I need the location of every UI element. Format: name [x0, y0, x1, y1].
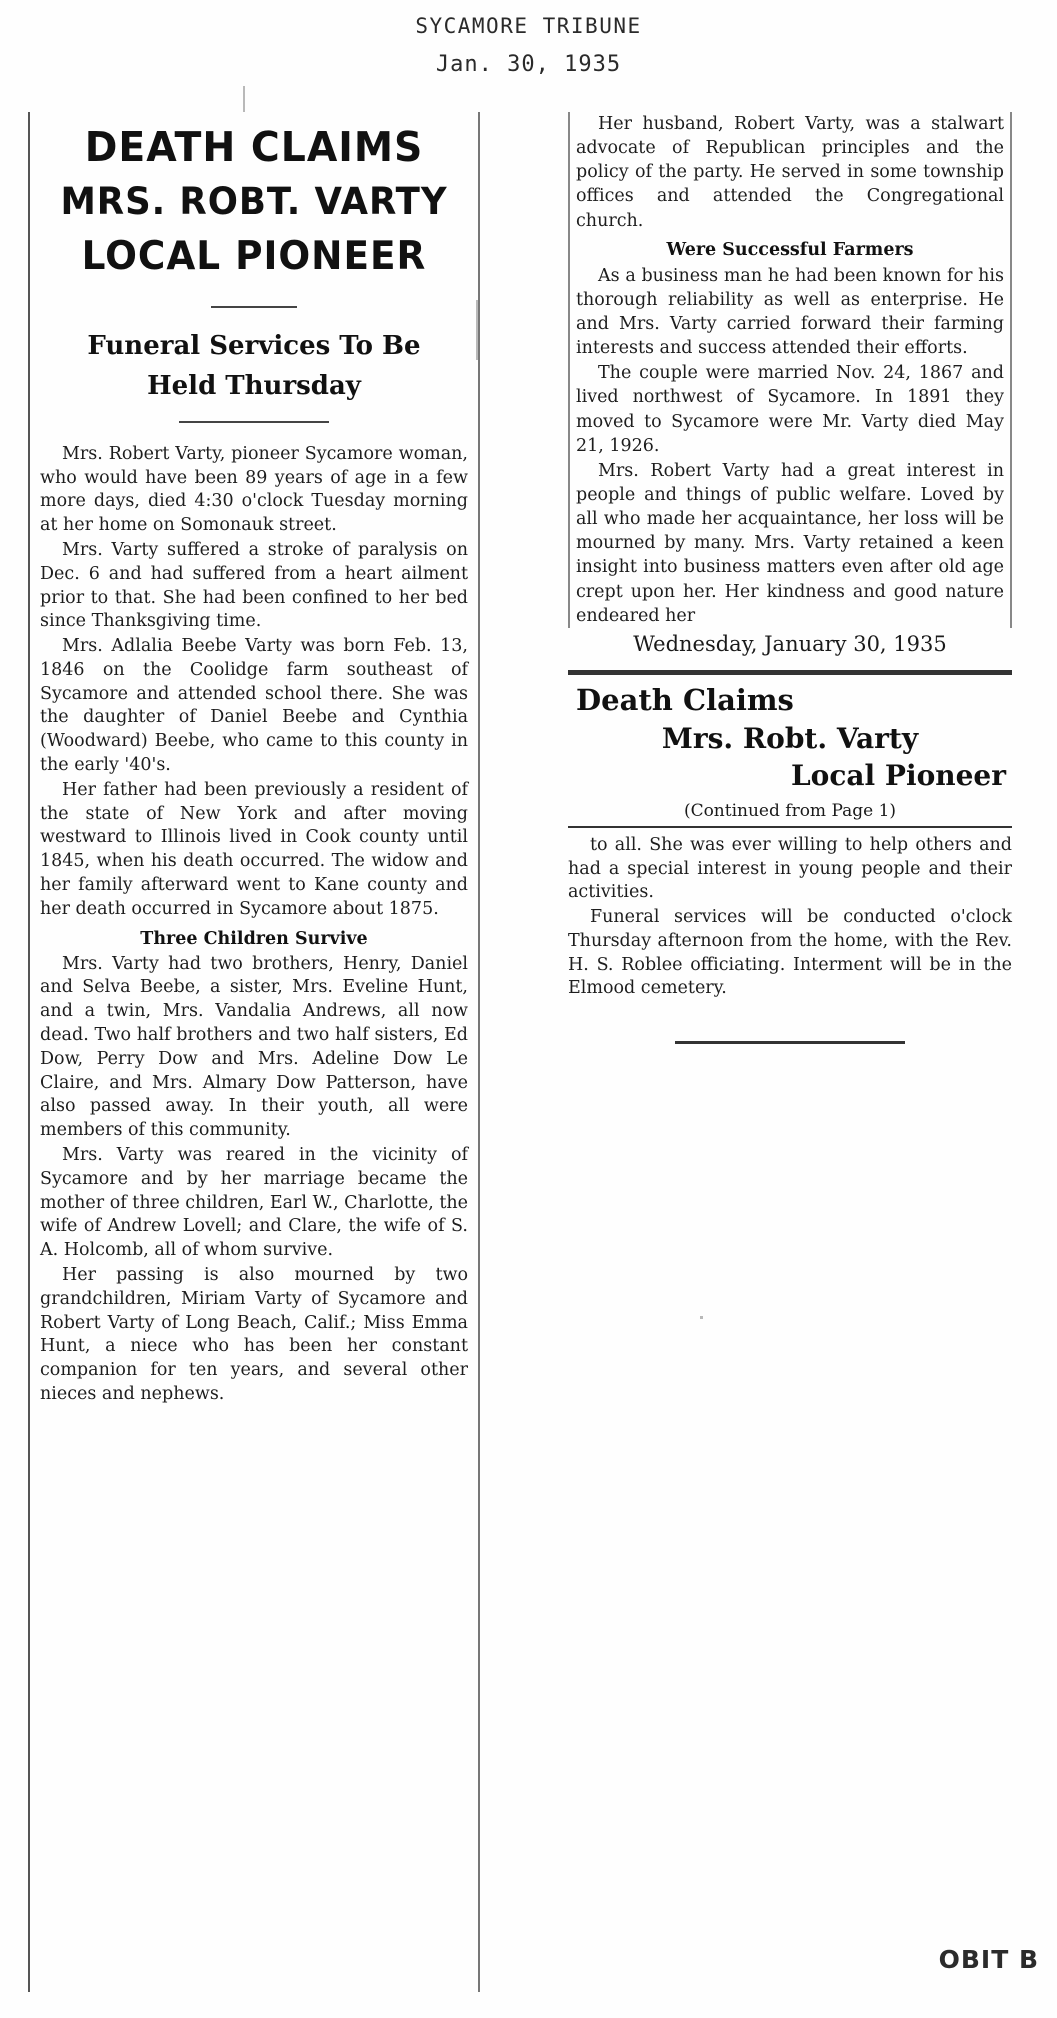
paragraph: Her passing is also mourned by two grandchildren, Miriam Varty of Sycamore and Robert Varty of Long Beach, Calif.; Miss Emma Hunt, a niece who has been her constant companion for ten years, and several other nieces and nephews.: [40, 1265, 468, 1404]
continuation-divider: [568, 826, 1012, 828]
right-body-text: [568, 834, 1012, 1002]
paragraph: Mrs. Varty suffered a stroke of paralysis on Dec. 6 and had suffered from a heart ailment prior to that. She had been confined to her bed since Thanksgiving time.: [40, 539, 468, 632]
subheadline-line-2: Held Thursday: [147, 371, 361, 402]
paragraph: Mrs. Robert Varty had a great interest in people and things of public welfare. Loved by all who made her acquaintance, her loss will be mourned by many. Mrs. Varty retained a keen insight into business matters even after old age crept upon her. Her kindness and good nature endeared her: [576, 460, 1004, 626]
paragraph: Mrs. Varty had two brothers, Henry, Daniel and Selva Beebe, a sister, Mrs. Eveline Hunt, and a twin, Mrs. Vandalia Andrews, all now dead. Two half brothers and two half sisters, Ed Dow, Perry Dow and Mrs. Adeline Dow Le Claire, and Mrs. Almary Dow Patterson, have also passed away. In their youth, all were members of this community.: [40, 953, 468, 1141]
obit-stamp-label: OBIT B: [938, 1945, 1039, 1974]
continuation-headline: [568, 681, 1012, 795]
end-rule: [675, 1041, 905, 1044]
continuation-headline-line-2: Mrs. Robt. Varty: [661, 721, 919, 755]
headline-line-1: DEATH CLAIMS: [84, 123, 424, 171]
paper-name: SYCAMORE TRIBUNE: [415, 14, 642, 38]
continued-from-note: (Continued from Page 1): [683, 800, 897, 821]
paragraph: Her husband, Robert Varty, was a stalwart advocate of Republican principles and the policy of the party. He served in some township offices and attended the Congregational church.: [576, 114, 1004, 231]
scan-speck: [476, 300, 478, 360]
continuation-headline-line-3: Local Pioneer: [790, 759, 1006, 793]
paragraph: Mrs. Adlalia Beebe Varty was born Feb. 13, 1846 on the Coolidge farm southeast of Sycamore and attended school there. She was the daughter of Daniel Beebe and Cynthia (Woodward) Beebe, who came to this county in the early '40's.: [40, 636, 468, 776]
paragraph: Her father had been previously a resident of the state of New York and after moving westward to Illinois lived in Cook county until 1845, when his death occurred. The widow and her family afterward went to Kane county and her death occurred in Sycamore about 1875.: [40, 779, 468, 919]
scan-speck: [700, 1316, 703, 1319]
subheadline: [40, 326, 468, 407]
paragraph: to all. She was ever willing to help others and had a special interest in young people and their activities.: [568, 834, 1012, 903]
paragraph: Mrs. Robert Varty, pioneer Sycamore woman, who would have been 89 years of age in a few more days, died 4:30 o'clock Tuesday morning at her home on Somonauk street.: [40, 443, 468, 536]
issue-date: Jan. 30, 1935: [435, 52, 622, 77]
crosshead-three-children-survive: Three Children Survive: [140, 928, 368, 949]
headline-line-3: LOCAL PIONEER: [81, 233, 427, 279]
headline-line-2: MRS. ROBT. VARTY: [60, 180, 448, 224]
headline-divider: [211, 306, 297, 308]
subheadline-line-1: Funeral Services To Be: [87, 331, 421, 362]
crosshead-were-successful-farmers: Were Successful Farmers: [666, 239, 914, 260]
paragraph: Funeral services will be conducted o'clock Thursday afternoon from the home, with the Rev. H. S. Roblee officiating. Interment will be in the Elmood cemetery.: [568, 907, 1012, 999]
subheadline-divider: [179, 421, 329, 423]
paragraph: As a business man he had been known for his thorough reliability as well as enterprise. He and Mrs. Varty carried forward their farming interests and success attended their efforts.: [576, 265, 1004, 359]
masthead: [0, 0, 1057, 77]
right-column: [560, 112, 1020, 1044]
paragraph: The couple were married Nov. 24, 1867 and lived northwest of Sycamore. In 1891 they moved to Sycamore were Mr. Varty died May 21, 1926.: [576, 363, 1004, 456]
dateline: Wednesday, January 30, 1935: [633, 631, 947, 656]
continuation-headline-line-1: Death Claims: [576, 682, 794, 717]
main-headline: [49, 118, 460, 284]
left-body-text: [40, 443, 468, 1407]
paragraph: Mrs. Varty was reared in the vicinity of Sycamore and by her marriage became the mother of three children, Earl W., Charlotte, the wife of Andrew Lovell; and Clare, the wife of S. A. Holcomb, all of whom survive.: [40, 1145, 468, 1261]
continuation-clipping-top: [568, 112, 1012, 628]
left-column: [28, 112, 480, 1992]
scan-speck: [243, 86, 245, 112]
section-divider: [568, 670, 1012, 675]
